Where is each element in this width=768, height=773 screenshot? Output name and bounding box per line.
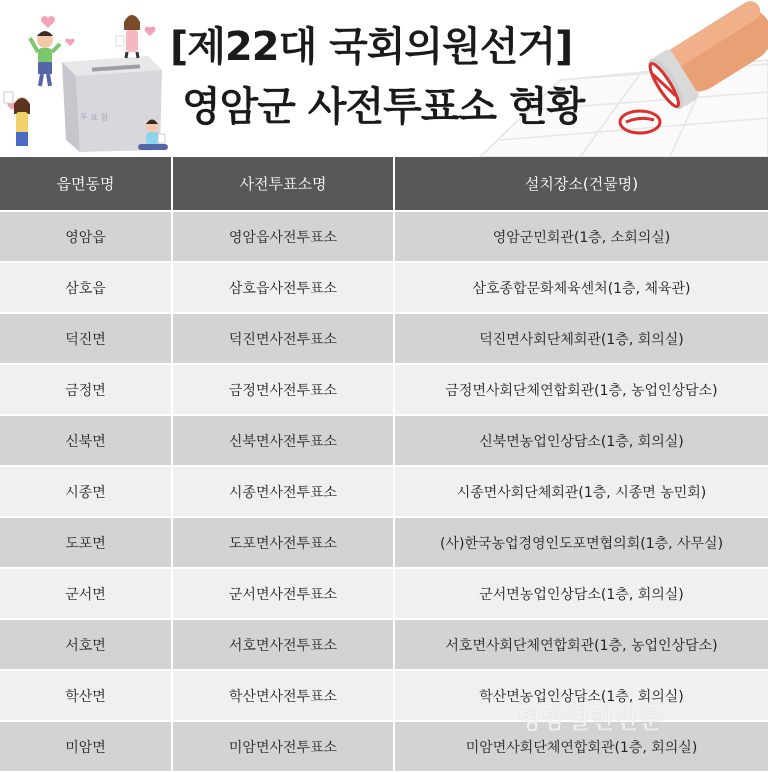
cell-district: 미암면 [0, 721, 172, 772]
watermark: 영암열린신문 [518, 706, 664, 734]
cell-location: 영암군민회관(1층, 소회의실) [394, 211, 768, 262]
cell-district: 시종면 [0, 466, 172, 517]
polling-station-table [0, 157, 768, 773]
stamp-mark-icon [620, 111, 660, 133]
column-header-station: 사전투표소명 [172, 157, 394, 211]
cell-location: 서호면사회단체연합회관(1층, 농업인상담소) [394, 619, 768, 670]
cell-district: 서호면 [0, 619, 172, 670]
cell-location: 금정면사회단체연합회관(1층, 농업인상담소) [394, 364, 768, 415]
table-row [0, 568, 768, 619]
cell-station: 학산면사전투표소 [172, 670, 394, 721]
table-row [0, 415, 768, 466]
cell-location: 덕진면사회단체회관(1층, 회의실) [394, 313, 768, 364]
cell-station: 서호면사전투표소 [172, 619, 394, 670]
cell-station: 영암읍사전투표소 [172, 211, 394, 262]
table-row [0, 364, 768, 415]
voting-stamp-illustration [600, 0, 768, 157]
cell-station: 미암면사전투표소 [172, 721, 394, 772]
column-header-district: 읍면동명 [0, 157, 172, 211]
table-row [0, 466, 768, 517]
cell-location: (사)한국농업경영인도포면협의회(1층, 사무실) [394, 517, 768, 568]
table-row [0, 211, 768, 262]
cell-station: 도포면사전투표소 [172, 517, 394, 568]
table-row [0, 313, 768, 364]
cell-district: 도포면 [0, 517, 172, 568]
table-header-row [0, 157, 768, 211]
page-title: [제22대 국회의원선거] [170, 24, 573, 70]
cell-location: 시종면사회단체회관(1층, 시종면 농민회) [394, 466, 768, 517]
cell-location: 미암면사회단체연합회관(1층, 회의실) [394, 721, 768, 772]
ballot-box-label: 투 표 함 [80, 113, 109, 122]
page-subtitle: 영암군 사전투표소 현황 [182, 84, 585, 130]
cell-district: 학산면 [0, 670, 172, 721]
cell-district: 삼호읍 [0, 262, 172, 313]
cell-station: 군서면사전투표소 [172, 568, 394, 619]
cell-location: 신북면농업인상담소(1층, 회의실) [394, 415, 768, 466]
table-row [0, 619, 768, 670]
column-header-location: 설치장소(건물명) [394, 157, 768, 211]
title-block [170, 18, 600, 138]
table-row [0, 262, 768, 313]
cell-location: 군서면농업인상담소(1층, 회의실) [394, 568, 768, 619]
cell-district: 신북면 [0, 415, 172, 466]
cell-district: 영암읍 [0, 211, 172, 262]
cell-district: 금정면 [0, 364, 172, 415]
ballot-box-illustration [0, 0, 180, 157]
cell-district: 덕진면 [0, 313, 172, 364]
cell-station: 삼호읍사전투표소 [172, 262, 394, 313]
cell-station: 신북면사전투표소 [172, 415, 394, 466]
cell-location: 삼호종합문화체육센처(1층, 체육관) [394, 262, 768, 313]
cell-location: 학산면농업인상담소(1층, 회의실) [394, 670, 768, 721]
cell-district: 군서면 [0, 568, 172, 619]
header [0, 0, 768, 157]
cell-station: 시종면사전투표소 [172, 466, 394, 517]
cell-station: 덕진면사전투표소 [172, 313, 394, 364]
cell-station: 금정면사전투표소 [172, 364, 394, 415]
table-row [0, 517, 768, 568]
